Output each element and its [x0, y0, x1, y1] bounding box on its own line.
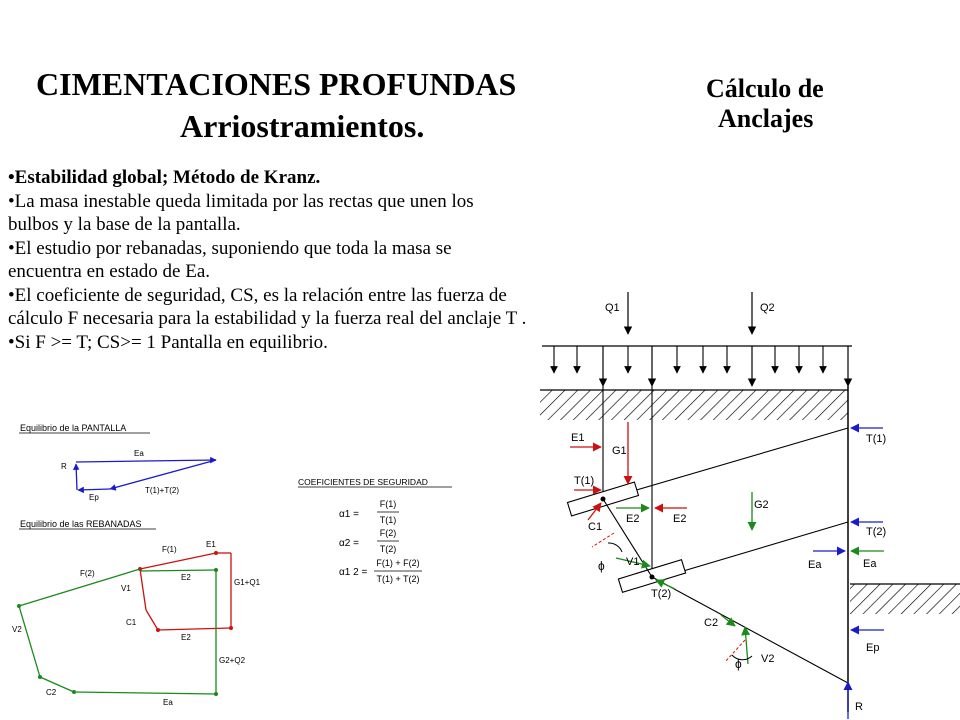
alpha1-denominator: T(1) [379, 515, 397, 525]
e2-lower-label: E2 [181, 633, 191, 642]
f2-label: F(2) [80, 569, 95, 578]
alpha12-lhs: α1 2 = [339, 567, 368, 578]
failure-line-2 [652, 577, 848, 683]
alpha1-lhs: α1 = [339, 509, 359, 520]
c2-label: C2 [704, 617, 719, 629]
v2-label: V2 [761, 653, 775, 665]
safety-factors-block [298, 477, 452, 584]
v1-vector [140, 569, 146, 610]
t1-right-label: T(1) [866, 433, 887, 445]
r-label: R [855, 701, 863, 713]
r-vector [76, 464, 77, 490]
green-node [38, 675, 42, 679]
bullet-item: • El estudio por rebanadas, suponiendo que toda la masa se encuentra en estado de Ea. [8, 237, 528, 284]
ep-label: Ep [866, 642, 880, 654]
safety-heading: COEFICIENTES DE SEGURIDAD [298, 477, 428, 487]
side-title-line1: Cálculo de [706, 74, 824, 103]
alpha12-denominator: T(1) + T(2) [376, 574, 420, 584]
pantalla-heading: Equilibrio de la PANTALLA [20, 423, 127, 433]
q1-label: Q1 [605, 302, 620, 314]
rebanadas-heading: Equilibrio de las REBANADAS [20, 519, 142, 529]
pantalla-tsum-label: T(1)+T(2) [145, 486, 179, 495]
side-title-line2: Anclajes [718, 104, 814, 133]
green-node [72, 690, 76, 694]
ea-vector [76, 460, 216, 462]
bullet-item: • El coeficiente de seguridad, CS, es la relación entre las fuerza de cálculo F necesaria para la estabilidad y la fuerza real del anclaje T . [8, 284, 528, 331]
alpha2-lhs: α2 = [339, 538, 359, 549]
alpha1-numerator: F(1) [379, 499, 397, 509]
t2-bottom-label: T(2) [651, 588, 672, 600]
phi-dash-upper [592, 533, 614, 547]
alpha12-numerator: F(1) + F(2) [376, 558, 420, 568]
e1-label: E1 [571, 432, 585, 444]
v2-vector [19, 606, 40, 677]
c1-label: C1 [588, 521, 603, 533]
c2-label: C2 [46, 688, 57, 697]
pantalla-ep-label: Ep [89, 493, 99, 502]
c1-label: C1 [126, 618, 137, 627]
bullet-item: • Estabilidad global; Método de Kranz. [8, 166, 528, 190]
e2-lower-vector [158, 628, 231, 630]
alpha2-numerator: F(2) [379, 528, 397, 538]
v1-label: V1 [121, 584, 131, 593]
ep-vector [78, 489, 110, 490]
red-node [214, 551, 218, 555]
t-sum-vector [110, 460, 216, 489]
phi-upper-label: ϕ [598, 559, 605, 573]
f1-label: F(1) [162, 545, 177, 554]
green-node [214, 568, 218, 572]
phi-arc-upper [608, 543, 622, 552]
green-node [214, 692, 218, 696]
e2-upper-label: E2 [181, 573, 191, 582]
pantalla-ea-label: Ea [134, 449, 144, 458]
t2-right-label: T(2) [866, 526, 887, 538]
ea-left-label: Ea [808, 559, 822, 571]
c1-vector [146, 610, 158, 630]
main-title: CIMENTACIONES PROFUNDAS [36, 66, 517, 102]
v1-label: V1 [626, 556, 640, 568]
e2-red-label: E2 [673, 513, 687, 525]
g2-label: G2 [754, 499, 769, 511]
soil-hatch-lower [850, 584, 960, 614]
bullet-item: • Si F >= T; CS>= 1 Pantalla en equilibrio. [8, 331, 528, 355]
ea-vector-green [74, 692, 216, 694]
pantalla-r-label: R [61, 462, 67, 471]
v2-label: V2 [12, 625, 22, 634]
alpha2-denominator: T(2) [379, 544, 397, 554]
ea-label: Ea [163, 698, 173, 707]
f1-vector [140, 553, 216, 569]
q2-label: Q2 [760, 302, 775, 314]
e1-label: E1 [206, 540, 216, 549]
e2-green-label: E2 [626, 513, 640, 525]
g1q1-label: G1+Q1 [234, 578, 261, 587]
distributed-load-arrows [554, 346, 823, 373]
rebanadas-equilibrium-diagram [12, 519, 261, 707]
red-node [156, 628, 160, 632]
g1-label: G1 [612, 445, 627, 457]
phi-lower-label: ϕ [735, 657, 742, 671]
wall-anchor-diagram [540, 292, 960, 719]
g2q2-label: G2+Q2 [219, 656, 246, 665]
soil-hatch-upper [540, 390, 848, 420]
pantalla-equilibrium-diagram [19, 423, 216, 502]
ea-right-label: Ea [863, 558, 877, 570]
sub-title: Arriostramientos. [180, 108, 425, 144]
e2-upper-vector [140, 570, 216, 571]
green-node [17, 604, 21, 608]
t1-left-label: T(1) [574, 475, 595, 487]
bullet-item: • La masa inestable queda limitada por las rectas que unen los bulbos y la base de la pantalla. [8, 190, 528, 237]
red-node [229, 626, 233, 630]
